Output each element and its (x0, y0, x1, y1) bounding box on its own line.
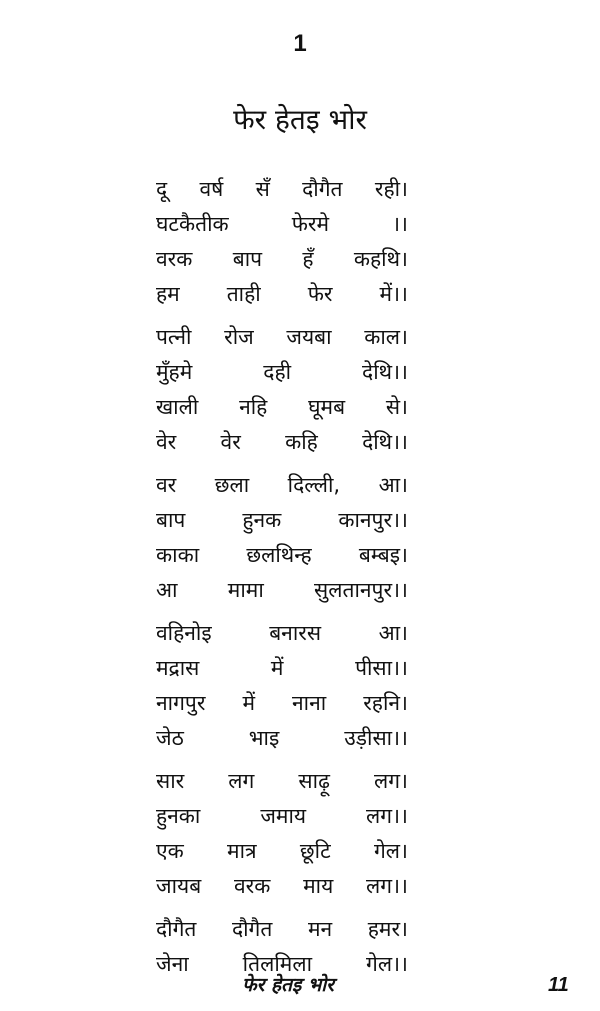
verse-line: जेना तिलमिला गेल।। (156, 952, 408, 976)
verse-line: वहिनोइ बनारस आ। (156, 621, 408, 645)
verse-line: जेठ भाइ उड़ीसा।। (156, 726, 408, 750)
stanza (156, 468, 408, 608)
verse-line: दू वर्ष सँ दौगैत रही। (156, 177, 408, 201)
chapter-number: 1 (293, 30, 307, 57)
stanza (156, 764, 408, 904)
verse-line: हुनका जमाय लग।। (156, 804, 408, 828)
verse-line: वर छला दिल्ली, आ। (156, 473, 408, 497)
running-footer-title: फेर हेतइ भोर (242, 974, 334, 996)
verse-line: पत्नी रोज जयबा काल। (156, 325, 408, 349)
stanza (156, 172, 408, 312)
stanza (156, 616, 408, 756)
verse-line: आ मामा सुलतानपुर।। (156, 578, 408, 602)
verse-line: दौगैत दौगैत मन हमर। (156, 917, 408, 941)
poem-body (156, 172, 408, 990)
verse-line: मद्रास में पीसा।। (156, 656, 408, 680)
verse-line: मुँहमे दही देथि।। (156, 360, 408, 384)
poem-title: फेर हेतइ भोर (233, 103, 367, 136)
verse-line: बाप हुनक कानपुर।। (156, 508, 408, 532)
verse-line: काका छलथिन्ह बम्बइ। (156, 543, 408, 567)
verse-line: नागपुर में नाना रहनि। (156, 691, 408, 715)
verse-line: सार लग साढ़ू लग। (156, 769, 408, 793)
page-number: 11 (548, 974, 569, 996)
verse-line: वरक बाप हँ कहथि। (156, 247, 408, 271)
verse-line: घटकैतीक फेरमे ।। (156, 212, 408, 236)
stanza (156, 320, 408, 460)
verse-line: वेर वेर कहि देथि।। (156, 430, 408, 454)
verse-line: एक मात्र छूटि गेल। (156, 839, 408, 863)
verse-line: हम ताही फेर में।। (156, 282, 408, 306)
verse-line: खाली नहि घूमब से। (156, 395, 408, 419)
verse-line: जायब वरक माय लग।। (156, 874, 408, 898)
